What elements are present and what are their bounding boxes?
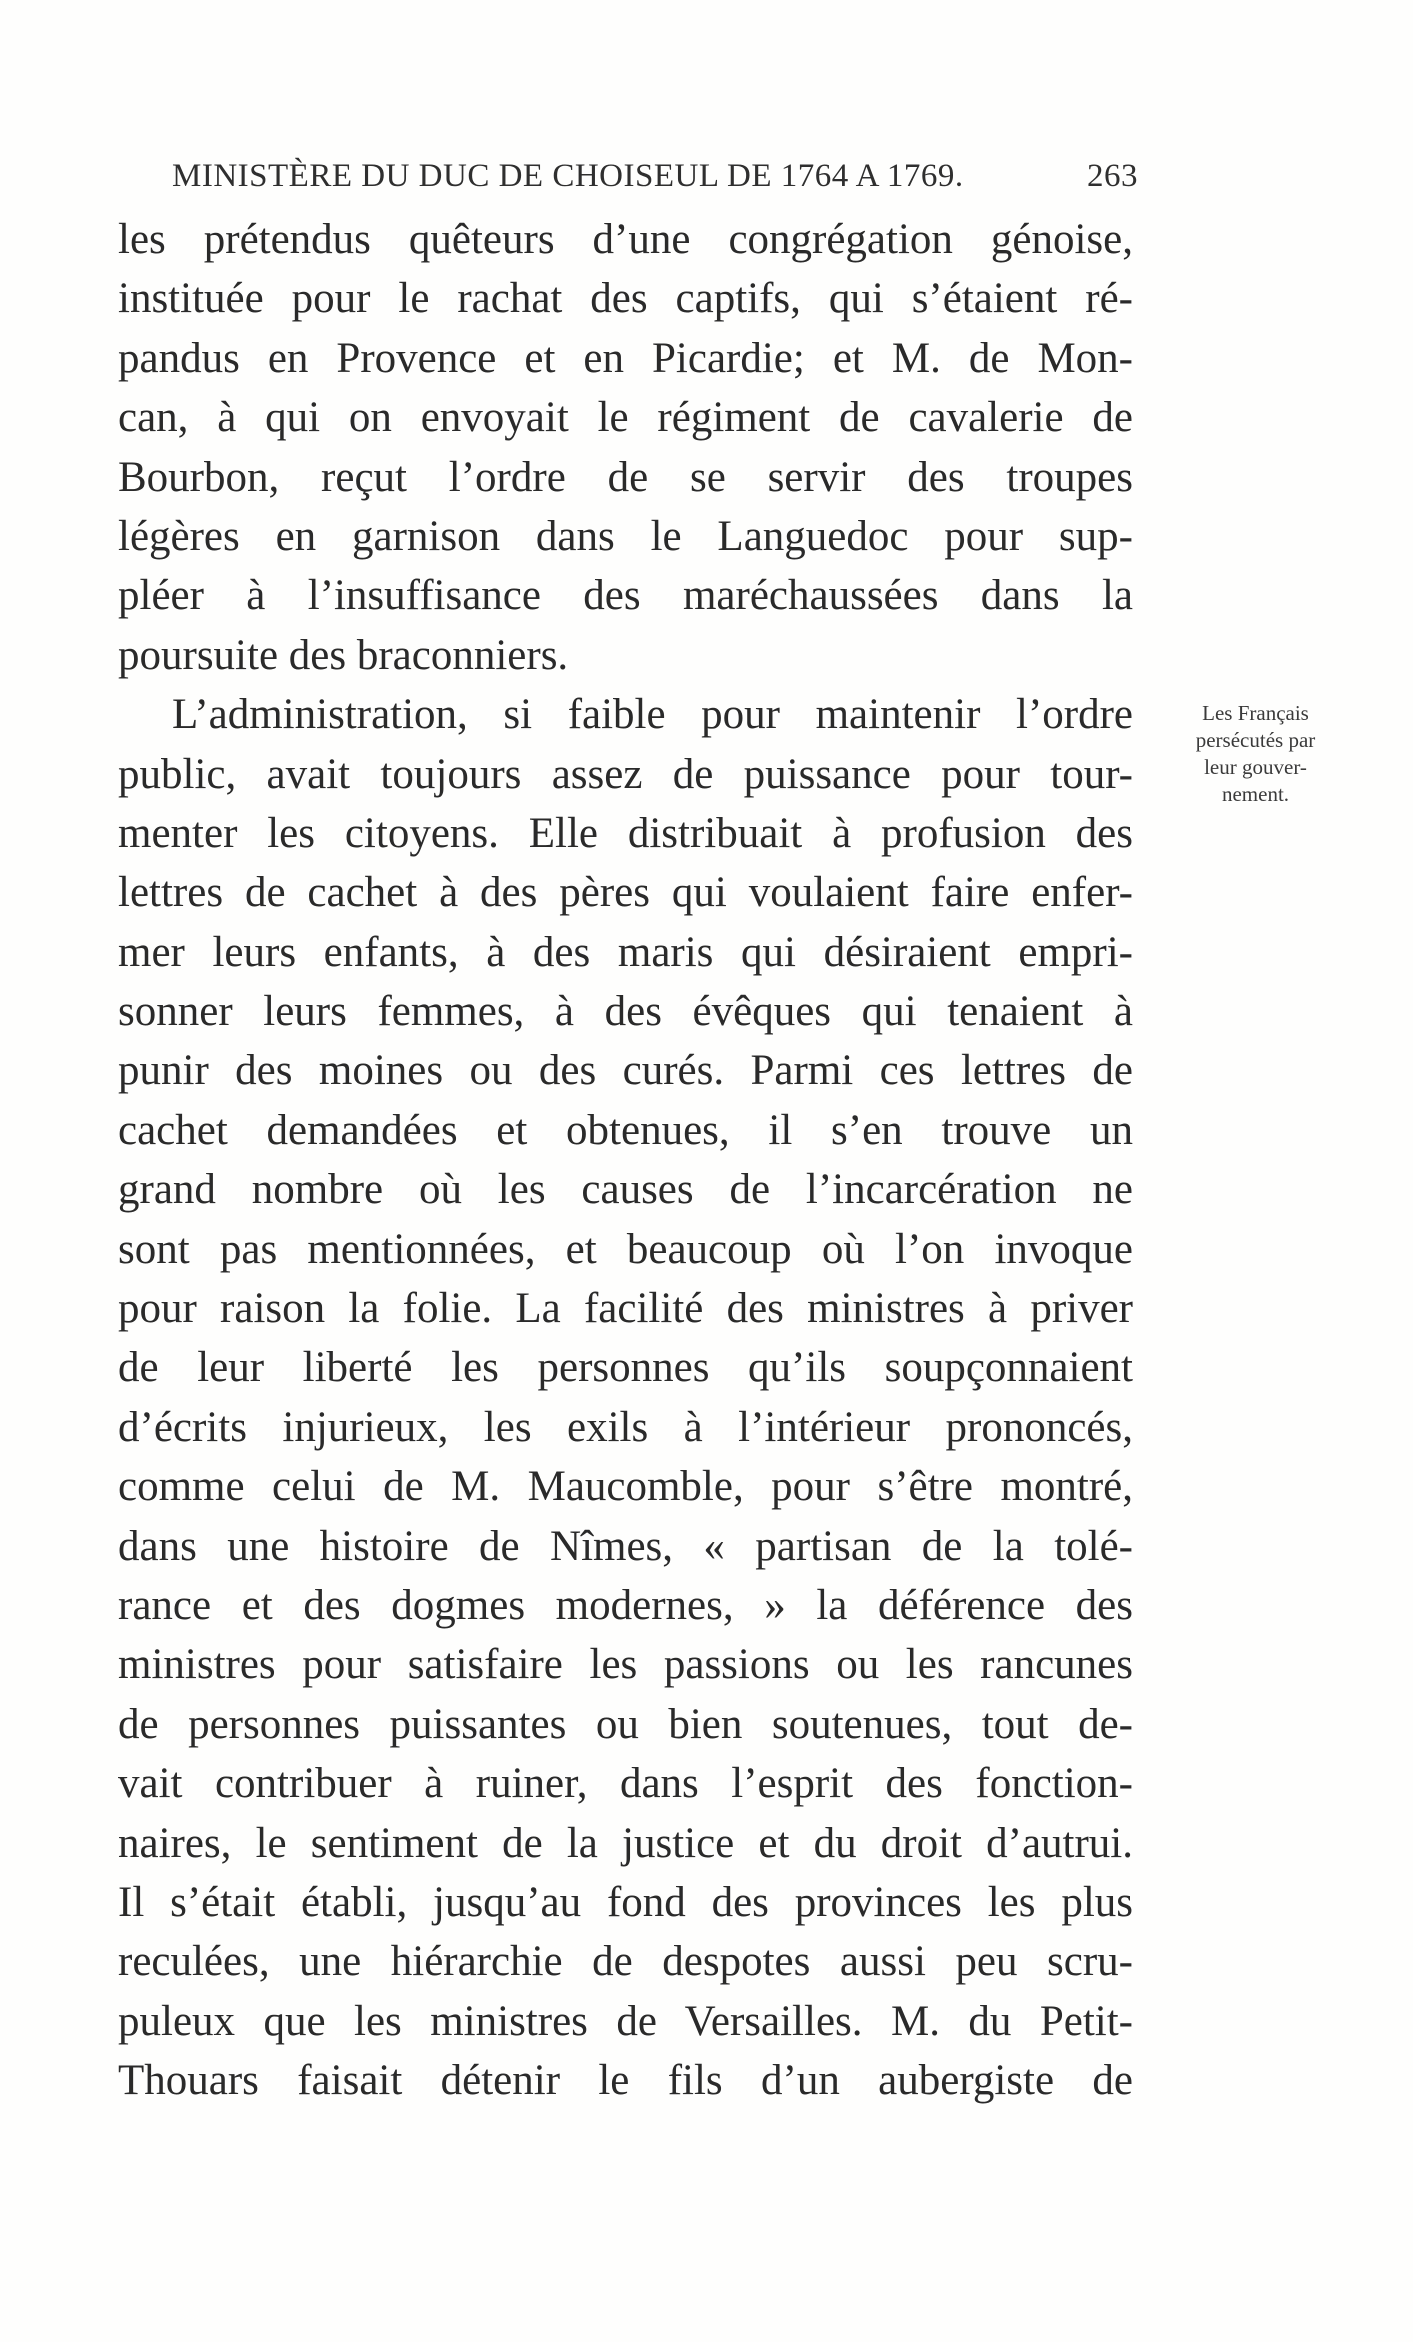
text-line: sonner leurs femmes, à des évêques qui tenaient à bbox=[118, 988, 1133, 1036]
text-line: Thouars faisait détenir le fils d’un aubergiste de bbox=[118, 2057, 1133, 2105]
text-line: naires, le sentiment de la justice et du droit d’autrui. bbox=[118, 1819, 1133, 1867]
text-line: public, avait toujours assez de puissance pour tour- bbox=[118, 750, 1133, 798]
marginal-note bbox=[1148, 700, 1363, 808]
text-line: punir des moines ou des curés. Parmi ces lettres de bbox=[118, 1047, 1133, 1095]
text-line: Il s’était établi, jusqu’au fond des provinces les plus bbox=[118, 1878, 1133, 1926]
marginal-note-line: persécutés par bbox=[1195, 728, 1316, 752]
marginal-note-line: nement. bbox=[1221, 782, 1290, 806]
text-line: menter les citoyens. Elle distribuait à profusion des bbox=[118, 809, 1133, 857]
text-line: reculées, une hiérarchie de despotes aussi peu scru- bbox=[118, 1938, 1133, 1986]
text-line: can, à qui on envoyait le régiment de cavalerie de bbox=[118, 394, 1133, 442]
text-line: de personnes puissantes ou bien soutenues, tout de- bbox=[118, 1700, 1133, 1748]
text-line: rance et des dogmes modernes, » la déférence des bbox=[118, 1581, 1133, 1629]
text-line: lettres de cachet à des pères qui voulaient faire enfer- bbox=[118, 869, 1133, 917]
body-text bbox=[118, 210, 1133, 2111]
text-line: Bourbon, reçut l’ordre de se servir des troupes bbox=[118, 453, 1133, 501]
text-line: pléer à l’insuffisance des maréchaussées dans la bbox=[118, 572, 1133, 620]
text-line: sont pas mentionnées, et beaucoup où l’on invoque bbox=[118, 1225, 1133, 1273]
marginal-note-line: leur gouver- bbox=[1204, 755, 1307, 779]
text-line: cachet demandées et obtenues, il s’en trouve un bbox=[118, 1106, 1133, 1154]
text-line: mer leurs enfants, à des maris qui désiraient empri- bbox=[118, 928, 1133, 976]
text-line: les prétendus quêteurs d’une congrégation génoise, bbox=[118, 216, 1133, 263]
text-line: d’écrits injurieux, les exils à l’intérieur prononcés, bbox=[118, 1403, 1133, 1451]
text-line: grand nombre où les causes de l’incarcération ne bbox=[118, 1166, 1133, 1214]
text-line: puleux que les ministres de Versailles. M. du Petit- bbox=[118, 1997, 1133, 2045]
marginal-note-line: Les Français bbox=[1202, 701, 1309, 725]
text-line: ministres pour satisfaire les passions ou les rancunes bbox=[118, 1641, 1133, 1689]
text-line: comme celui de M. Maucomble, pour s’être montré, bbox=[118, 1463, 1133, 1511]
running-head bbox=[172, 158, 1138, 198]
text-line: pour raison la folie. La facilité des ministres à priver bbox=[118, 1285, 1133, 1333]
text-line: de leur liberté les personnes qu’ils soupçonnaient bbox=[118, 1344, 1133, 1392]
page-number: 263 bbox=[1087, 158, 1138, 194]
paragraph-end-line: poursuite des braconniers. bbox=[118, 631, 569, 679]
text-line: dans une histoire de Nîmes, « partisan de la tolé- bbox=[118, 1522, 1133, 1570]
text-line: vait contribuer à ruiner, dans l’esprit des fonction- bbox=[118, 1760, 1133, 1808]
text-line: légères en garnison dans le Languedoc pour sup- bbox=[118, 512, 1133, 560]
text-line: pandus en Provence et en Picardie; et M. de Mon- bbox=[118, 334, 1133, 382]
text-line: instituée pour le rachat des captifs, qui s’étaient ré- bbox=[118, 275, 1133, 323]
paragraph-start-line: L’administration, si faible pour maintenir l’ordre bbox=[172, 691, 1133, 739]
running-title: MINISTÈRE DU DUC DE CHOISEUL DE 1764 A 1769. bbox=[172, 158, 964, 194]
